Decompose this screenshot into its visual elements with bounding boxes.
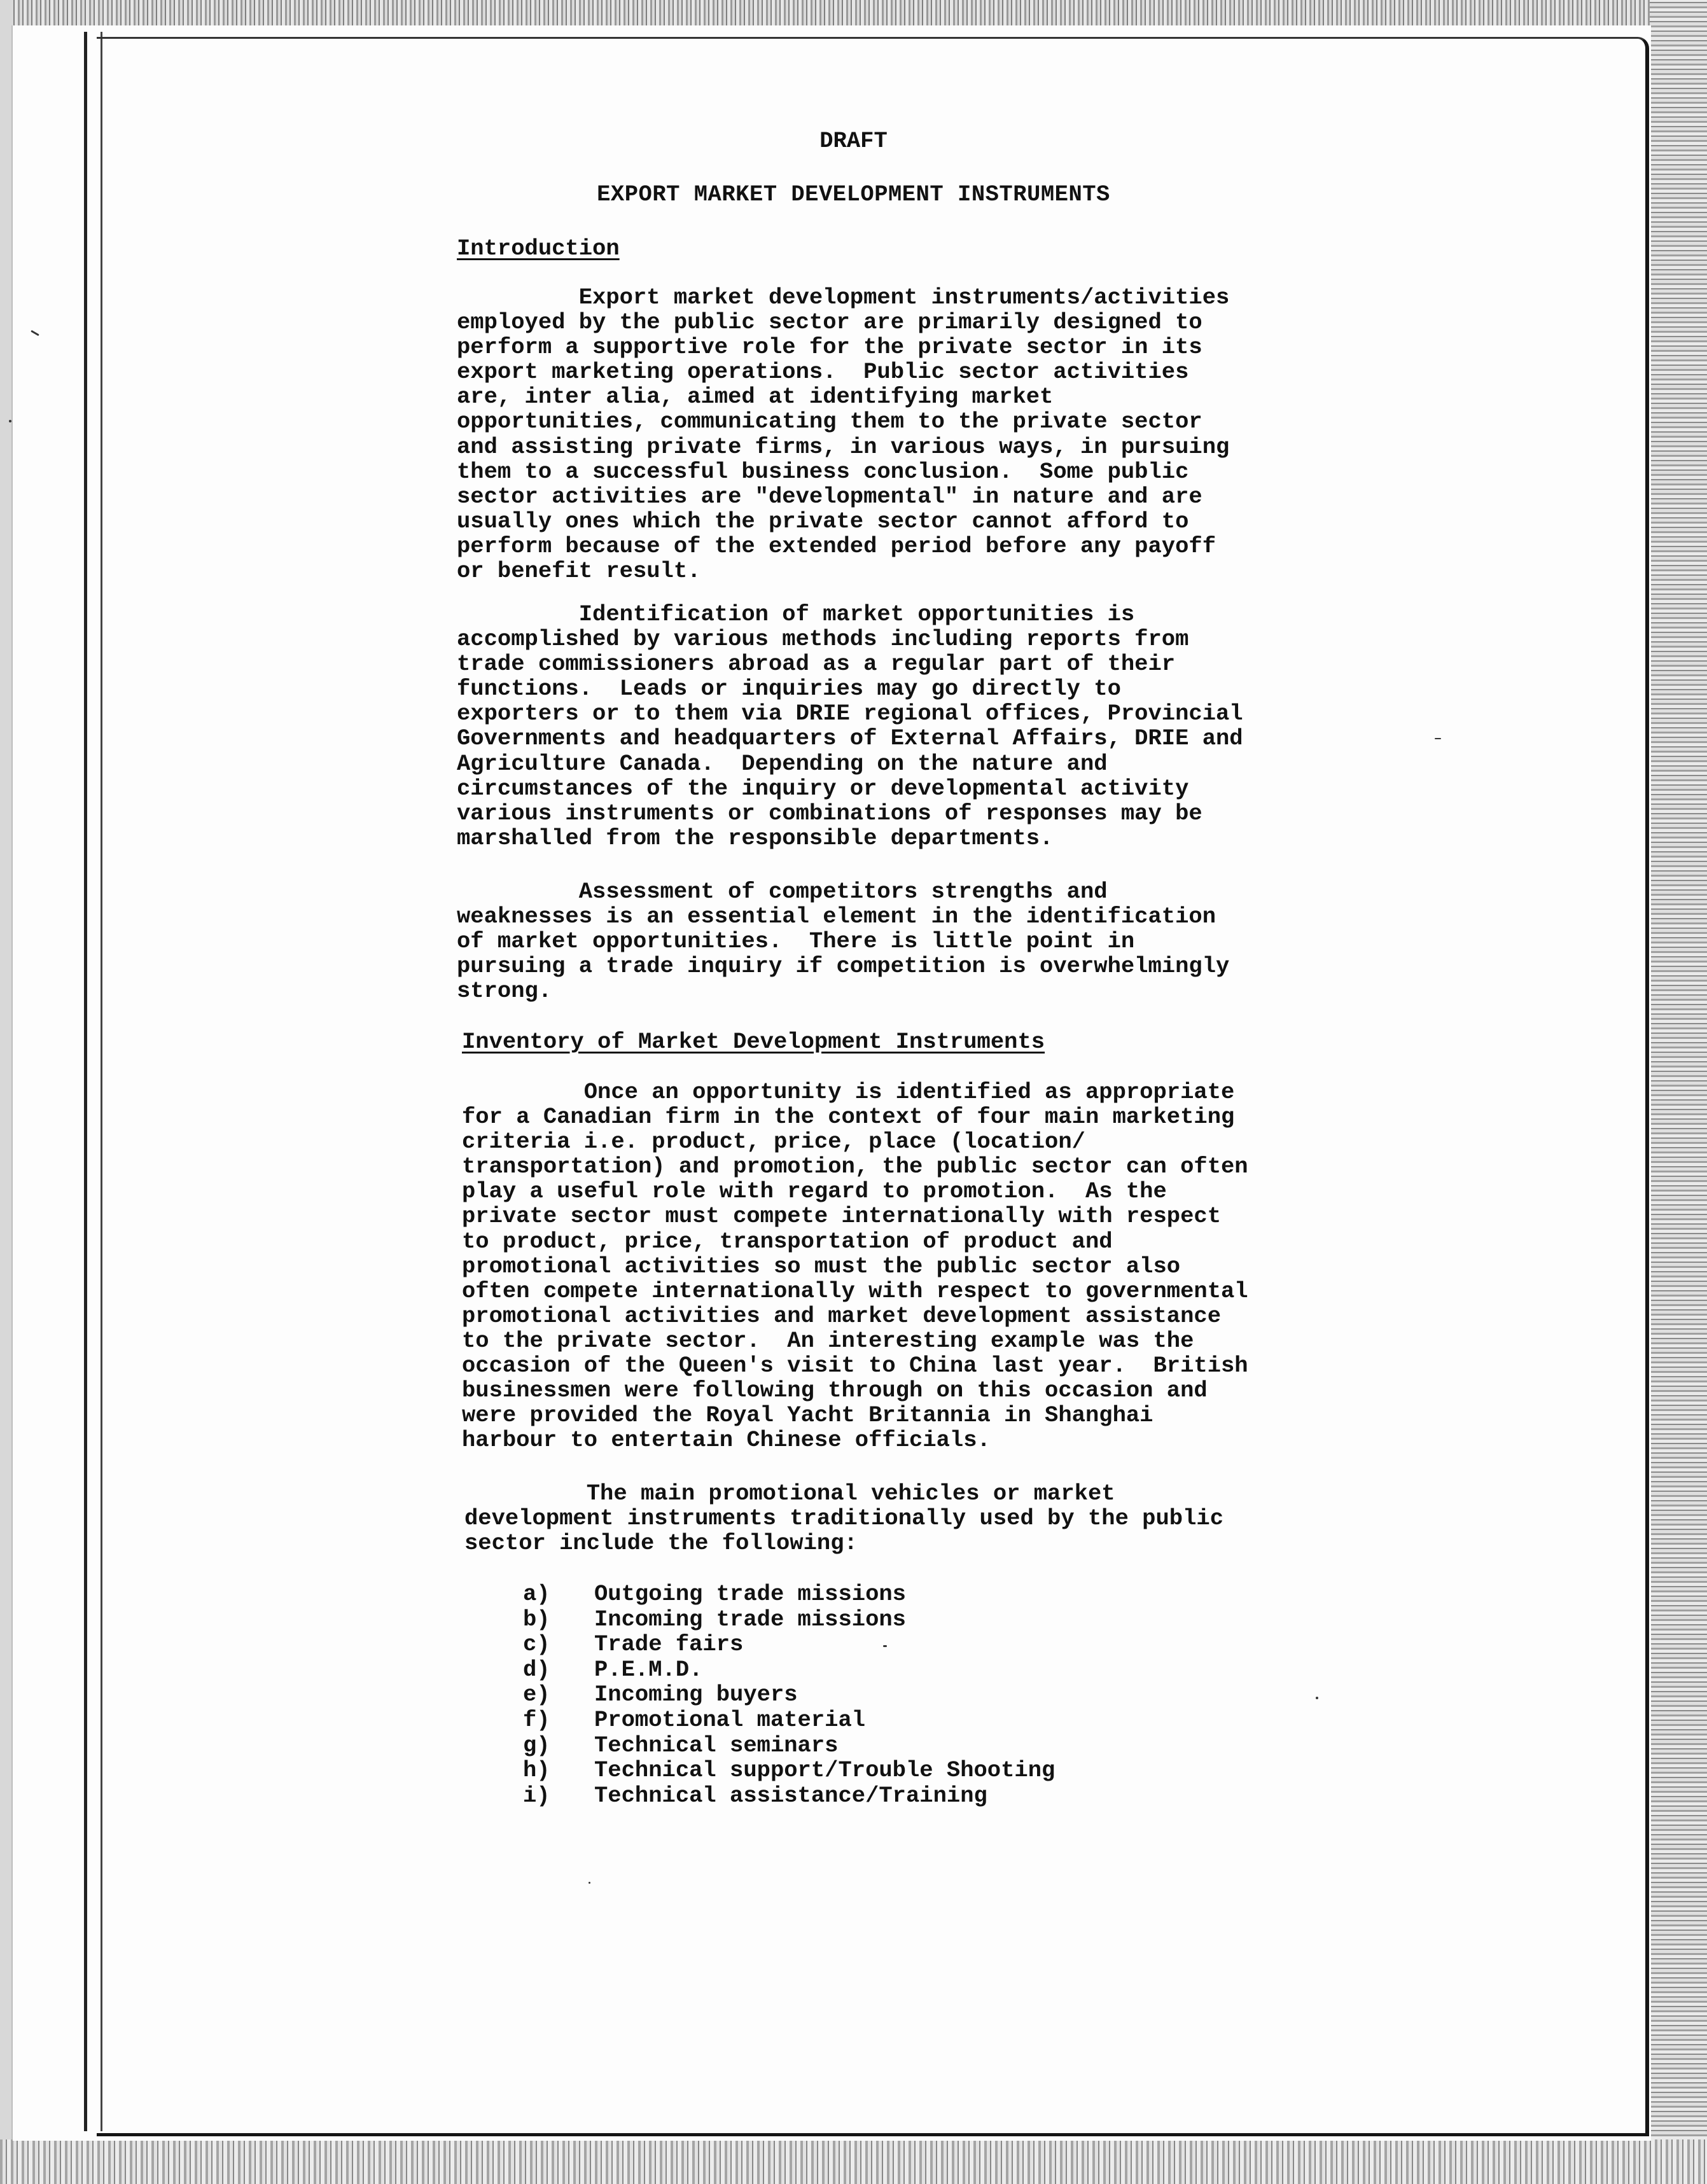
list-marker: g) bbox=[523, 1732, 550, 1758]
section-heading-introduction: Introduction bbox=[457, 235, 620, 261]
section-heading-inventory: Inventory of Market Development Instruments bbox=[462, 1029, 1045, 1055]
list-item-text: Promotional material bbox=[594, 1706, 866, 1733]
list-marker: b) bbox=[523, 1606, 550, 1632]
list-marker: i) bbox=[523, 1782, 550, 1809]
paragraph-intro-3: Assessment of competitors strengths and weaknesses is an essential element in the identification of market opportunities. There is little point in pursuing a trade inquiry if competition is overwhelmingly strong. bbox=[457, 879, 1230, 1005]
list-marker: c) bbox=[523, 1631, 550, 1658]
list-item bbox=[523, 1657, 1055, 1683]
list-marker: f) bbox=[523, 1706, 550, 1733]
list-item bbox=[523, 1632, 1055, 1657]
list-item-text: Incoming buyers bbox=[594, 1681, 798, 1708]
paragraph-intro-1: Export market development instruments/activities employed by the public sector are primarily designed to perform a supportive role for the private sector in its export marketing operations. Public sector activities are, inter alia, aimed at identifying market opportunities, communicating them to the private sector and assisting private firms, in various ways, in pursuing them to a successful business conclusion. Some public sector activities are "developmental" in nature and are usually ones which the private sector cannot afford to perform because of the extended period before any payoff or benefit result. bbox=[457, 284, 1230, 585]
scan-noise-bottom bbox=[0, 2139, 1707, 2184]
scan-margin-left bbox=[0, 0, 11, 2184]
list-item-text: Technical assistance/Training bbox=[594, 1782, 987, 1809]
list-marker: a) bbox=[523, 1581, 550, 1607]
scan-noise-top bbox=[0, 0, 1707, 25]
list-item-text: Incoming trade missions bbox=[594, 1606, 906, 1632]
list-marker: h) bbox=[523, 1757, 550, 1784]
list-marker: e) bbox=[523, 1681, 550, 1708]
page-title: EXPORT MARKET DEVELOPMENT INSTRUMENTS bbox=[597, 181, 1110, 207]
list-item-text: Trade fairs bbox=[594, 1631, 744, 1658]
paragraph-intro-2: Identification of market opportunities is accomplished by various methods including reports from trade commissioners abroad as a regular part of their functions. Leads or inquiries may go directly to exporters or to them via DRIE regional offices, Provincial Governments and headquarters of External Affairs, DRIE and Agriculture Canada. Depending on the nature and circumstances of the inquiry or developmental activity various instruments or combinations of responses may be marshalled from the responsible departments. bbox=[457, 601, 1243, 851]
scan-noise-right bbox=[1650, 0, 1707, 2184]
list-item bbox=[523, 1607, 1055, 1632]
draft-label: DRAFT bbox=[819, 128, 888, 154]
list-item-text: Technical support/Trouble Shooting bbox=[594, 1757, 1056, 1784]
list-item bbox=[523, 1758, 1055, 1783]
list-item bbox=[523, 1682, 1055, 1708]
paragraph-inventory-2: The main promotional vehicles or market development instruments traditionally used by the public sector include the following: bbox=[464, 1480, 1223, 1557]
list-item-text: P.E.M.D. bbox=[594, 1656, 703, 1683]
list-item bbox=[523, 1733, 1055, 1758]
list-item bbox=[523, 1582, 1055, 1607]
instruments-list bbox=[523, 1582, 1055, 1808]
list-marker: d) bbox=[523, 1656, 550, 1683]
list-item bbox=[523, 1783, 1055, 1809]
paragraph-inventory-1: Once an opportunity is identified as appropriate for a Canadian firm in the context of four main marketing criteria i.e. product, price, place (location/ transportation) and promotion, the public sector can often play a useful role with regard to promotion. As the private sector must compete internationally with respect to product, price, transportation of product and promotional activities so must the public sector also often compete internationally with respect to governmental promotional activities and market development assistance to the private sector. An interesting example was the occasion of the Queen's visit to China last year. British businessmen were following through on this occasion and were provided the Royal Yacht Britannia in Shanghai harbour to entertain Chinese officials. bbox=[462, 1079, 1248, 1454]
list-item bbox=[523, 1708, 1055, 1733]
list-item-text: Outgoing trade missions bbox=[594, 1581, 906, 1607]
left-margin-rule bbox=[84, 32, 87, 2131]
list-item-text: Technical seminars bbox=[594, 1732, 839, 1758]
